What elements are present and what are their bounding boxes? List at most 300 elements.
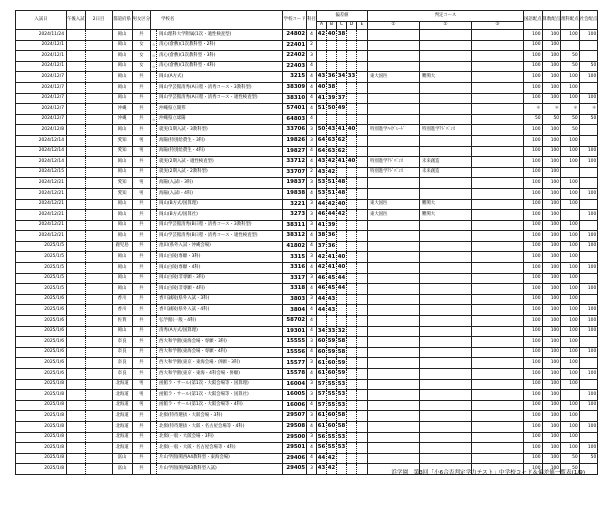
cell-grade-d <box>346 199 356 210</box>
cell-alloc-sansu: 100 <box>542 443 561 454</box>
cell-afternoon <box>67 443 86 454</box>
cell-course-1 <box>367 104 419 115</box>
cell-grade-d <box>346 104 356 115</box>
cell-gender: 共 <box>132 294 151 305</box>
cell-grade-e <box>356 231 367 242</box>
cell-entrance-date: 2025/1/6 <box>16 294 67 305</box>
cell-school-code: 3215 <box>283 72 307 83</box>
cell-prefecture: 岡山 <box>112 326 132 337</box>
cell-subject-count: 3 <box>307 358 317 369</box>
cell-school-code: 29405 <box>283 464 307 475</box>
cell-course-1 <box>367 252 419 263</box>
cell-grade-a: 56 <box>316 443 326 454</box>
cell-school-name: 北嶺(一般・大阪・名古屋会場等・4科) <box>157 443 283 454</box>
cell-course-3 <box>471 432 523 443</box>
cell-entrance-date: 2024/12/7 <box>16 104 67 115</box>
cell-grade-b: 42 <box>326 464 336 475</box>
cell-grade-e <box>356 104 367 115</box>
cell-course-1: 特別進学ﾊｲｸﾞﾚｰﾄﾞ <box>367 125 419 136</box>
cell-grade-d <box>346 30 356 41</box>
cell-alloc-rika: 100 <box>561 294 580 305</box>
cell-course-1 <box>367 294 419 305</box>
cell-grade-c: 58 <box>336 421 346 432</box>
cell-course-3 <box>471 125 523 136</box>
cell-course-2 <box>419 40 471 51</box>
cell-grade-b: 50 <box>326 104 336 115</box>
cell-prefecture: 富山 <box>112 453 132 464</box>
cell-afternoon <box>67 104 86 115</box>
cell-grade-b: 63 <box>326 146 336 157</box>
cell-prefecture: 岡山 <box>112 210 132 221</box>
cell-prefecture: 香川 <box>112 305 132 316</box>
cell-grade-c: 40 <box>336 263 346 274</box>
cell-school-code: 22403 <box>283 61 307 72</box>
cell-school-code: 3803 <box>283 294 307 305</box>
cell-prefecture: 岡山 <box>112 231 132 242</box>
cell-grade-d <box>346 326 356 337</box>
cell-grade-a: 61 <box>316 411 326 422</box>
cell-prefecture: 岡山 <box>112 252 132 263</box>
cell-grade-c: 40 <box>336 252 346 263</box>
cell-entrance-date: 2025/1/8 <box>16 464 67 475</box>
cell-afternoon <box>67 316 86 327</box>
cell-alloc-sansu: 100 <box>542 305 561 316</box>
cell-alloc-shakai: 100 <box>579 421 598 432</box>
cell-course-3 <box>471 114 523 125</box>
cell-second-day <box>85 316 112 327</box>
cell-school-name: 岡山白陵(非専願・4科) <box>157 284 283 295</box>
cell-grade-c: 44 <box>336 284 346 295</box>
cell-grade-b <box>326 61 336 72</box>
cell-prefecture: 愛知 <box>112 135 132 146</box>
cell-gender: 男 <box>132 379 151 390</box>
cell-course-1 <box>367 400 419 411</box>
col-prefecture: 都道府県 <box>112 11 132 30</box>
cell-grade-c: 38 <box>336 30 346 41</box>
cell-grade-b: 45 <box>326 273 336 284</box>
cell-gender: 男 <box>132 178 151 189</box>
table-row <box>16 284 598 295</box>
cell-alloc-shakai <box>579 379 598 390</box>
cell-course-1 <box>367 358 419 369</box>
cell-grade-d <box>346 178 356 189</box>
cell-school-name: 岡山(B方式/国算社) <box>157 210 283 221</box>
cell-school-code: 38312 <box>283 231 307 242</box>
cell-prefecture: 奈良 <box>112 337 132 348</box>
cell-course-2: 難関大 <box>419 72 471 83</box>
cell-alloc-kokugo: ＊ <box>523 104 542 115</box>
cell-school-name: 就実(2期入試・2教科型) <box>157 167 283 178</box>
cell-course-3 <box>471 252 523 263</box>
cell-course-1 <box>367 135 419 146</box>
cell-grade-d <box>346 421 356 432</box>
cell-second-day <box>85 93 112 104</box>
cell-alloc-rika: 100 <box>561 443 580 454</box>
cell-course-3 <box>471 220 523 231</box>
cell-alloc-kokugo: 100 <box>523 273 542 284</box>
cell-prefecture: 北海道 <box>112 390 132 401</box>
cell-grade-d <box>346 400 356 411</box>
cell-school-name: 西大和学園(東京・東海会場・併願・3科) <box>157 358 283 369</box>
cell-grade-e <box>356 284 367 295</box>
cell-course-1 <box>367 82 419 93</box>
cell-grade-a: 44 <box>316 305 326 316</box>
cell-course-3 <box>471 294 523 305</box>
table-row <box>16 188 598 199</box>
cell-grade-c: 34 <box>336 72 346 83</box>
cell-grade-c <box>336 453 346 464</box>
cell-subject-count: 3 <box>307 432 317 443</box>
cell-alloc-shakai <box>579 411 598 422</box>
table-row <box>16 146 598 157</box>
cell-alloc-rika: 50 <box>561 125 580 136</box>
cell-course-3 <box>471 188 523 199</box>
table-row <box>16 400 598 411</box>
cell-second-day <box>85 379 112 390</box>
cell-course-1 <box>367 305 419 316</box>
cell-grade-d <box>346 93 356 104</box>
cell-entrance-date: 2025/1/6 <box>16 316 67 327</box>
cell-grade-b: 59 <box>326 337 336 348</box>
cell-entrance-date: 2025/1/5 <box>16 273 67 284</box>
cell-grade-c <box>336 464 346 475</box>
cell-grade-b: 45 <box>326 284 336 295</box>
cell-course-1 <box>367 453 419 464</box>
cell-grade-b <box>326 316 336 327</box>
cell-alloc-rika: ＊ <box>561 104 580 115</box>
cell-grade-a: 60 <box>316 337 326 348</box>
cell-afternoon <box>67 146 86 157</box>
cell-grade-e <box>356 464 367 475</box>
cell-grade-a: 61 <box>316 358 326 369</box>
cell-afternoon <box>67 210 86 221</box>
cell-subject-count: 4 <box>307 241 317 252</box>
cell-alloc-rika: 100 <box>561 72 580 83</box>
cell-grade-b: 63 <box>326 135 336 146</box>
cell-alloc-rika <box>561 390 580 401</box>
cell-grade-e <box>356 114 367 125</box>
cell-entrance-date: 2025/1/6 <box>16 326 67 337</box>
cell-prefecture: 鹿児島 <box>112 241 132 252</box>
cell-course-3 <box>471 241 523 252</box>
cell-alloc-sansu: 100 <box>542 210 561 221</box>
school-code-table-sheet <box>15 10 598 475</box>
cell-gender: 共 <box>132 347 151 358</box>
cell-course-1: 特別進学ｱﾄﾞﾊﾞﾝｽ <box>367 157 419 168</box>
cell-subject-count: 3 <box>307 390 317 401</box>
cell-gender: 共 <box>132 326 151 337</box>
cell-school-code: 15556 <box>283 347 307 358</box>
col-course-3: ③ <box>471 22 523 30</box>
cell-school-code: 22402 <box>283 51 307 62</box>
cell-alloc-sansu: 100 <box>542 125 561 136</box>
cell-course-2 <box>419 379 471 390</box>
cell-subject-count: 4 <box>307 316 317 327</box>
cell-school-code: 19838 <box>283 188 307 199</box>
cell-second-day <box>85 40 112 51</box>
cell-school-name: 函館ラ・サール(第1次・大阪会場等・4科) <box>157 400 283 411</box>
cell-subject-count: 3 <box>307 273 317 284</box>
cell-grade-e <box>356 157 367 168</box>
cell-afternoon <box>67 379 86 390</box>
cell-alloc-shakai <box>579 432 598 443</box>
cell-prefecture: 岡山 <box>112 263 132 274</box>
cell-grade-e <box>356 178 367 189</box>
cell-subject-count: 4 <box>307 231 317 242</box>
cell-second-day <box>85 443 112 454</box>
cell-grade-b: 41 <box>326 263 336 274</box>
cell-alloc-rika: 100 <box>561 241 580 252</box>
cell-prefecture: 沖縄 <box>112 114 132 125</box>
table-row <box>16 337 598 348</box>
cell-course-1 <box>367 93 419 104</box>
cell-school-code: 29406 <box>283 453 307 464</box>
cell-course-3 <box>471 453 523 464</box>
cell-afternoon <box>67 273 86 284</box>
cell-grade-b <box>326 40 336 51</box>
cell-second-day <box>85 114 112 125</box>
cell-grade-c: 62 <box>336 146 346 157</box>
cell-grade-b: 60 <box>326 369 336 380</box>
cell-course-1 <box>367 337 419 348</box>
cell-grade-e <box>356 316 367 327</box>
col-judgement-course: 判定コース <box>367 11 523 22</box>
cell-alloc-rika: 100 <box>561 135 580 146</box>
cell-gender: 男 <box>132 146 151 157</box>
cell-alloc-sansu: 100 <box>542 284 561 295</box>
cell-alloc-kokugo: 100 <box>523 390 542 401</box>
cell-gender: 共 <box>132 316 151 327</box>
cell-school-name: 海陽(入試Ⅰ・3科) <box>157 178 283 189</box>
cell-subject-count: 3 <box>307 125 317 136</box>
cell-course-1 <box>367 432 419 443</box>
cell-entrance-date: 2025/1/6 <box>16 358 67 369</box>
cell-course-2 <box>419 252 471 263</box>
cell-school-code: 3221 <box>283 199 307 210</box>
cell-grade-a <box>316 40 326 51</box>
cell-subject-count: 3 <box>307 135 317 146</box>
cell-entrance-date: 2025/1/8 <box>16 400 67 411</box>
cell-alloc-shakai <box>579 135 598 146</box>
cell-grade-e <box>356 252 367 263</box>
cell-course-2 <box>419 411 471 422</box>
cell-course-2 <box>419 241 471 252</box>
cell-course-2 <box>419 82 471 93</box>
cell-grade-b: 36 <box>326 72 336 83</box>
cell-prefecture: 佐賀 <box>112 316 132 327</box>
cell-school-code: 38311 <box>283 220 307 231</box>
cell-course-1 <box>367 379 419 390</box>
cell-grade-d <box>346 453 356 464</box>
col-entrance-date: 入試日 <box>16 11 67 30</box>
cell-school-name: 片山学園(関西B3教科型入試) <box>157 464 283 475</box>
cell-grade-e <box>356 263 367 274</box>
cell-alloc-kokugo: 100 <box>523 263 542 274</box>
cell-school-name: 西大和学園(東京・東海・4科会場・併願) <box>157 369 283 380</box>
cell-alloc-shakai: 100 <box>579 326 598 337</box>
cell-gender: 共 <box>132 284 151 295</box>
col-grade-c: C <box>336 22 346 30</box>
cell-course-2: 未来創造 <box>419 157 471 168</box>
cell-entrance-date: 2024/12/15 <box>16 167 67 178</box>
cell-grade-a: 37 <box>316 241 326 252</box>
cell-afternoon <box>67 231 86 242</box>
cell-grade-c <box>336 51 346 62</box>
cell-course-2 <box>419 443 471 454</box>
table-row <box>16 379 598 390</box>
cell-course-3 <box>471 284 523 295</box>
cell-alloc-rika: 50 <box>561 464 580 475</box>
cell-alloc-shakai <box>579 178 598 189</box>
cell-afternoon <box>67 125 86 136</box>
cell-grade-b <box>326 51 336 62</box>
cell-course-1 <box>367 273 419 284</box>
cell-grade-d <box>346 167 356 178</box>
cell-alloc-sansu: 100 <box>542 379 561 390</box>
cell-gender: 共 <box>132 273 151 284</box>
table-row <box>16 178 598 189</box>
cell-school-name: 岡山(B方式/国算理) <box>157 199 283 210</box>
cell-alloc-sansu: 100 <box>542 241 561 252</box>
cell-alloc-shakai <box>579 199 598 210</box>
cell-alloc-kokugo: 100 <box>523 453 542 464</box>
cell-grade-d <box>346 369 356 380</box>
cell-entrance-date: 2025/1/5 <box>16 241 67 252</box>
cell-second-day <box>85 464 112 475</box>
col-school-code: 学校コード <box>283 11 307 30</box>
cell-alloc-kokugo: 100 <box>523 231 542 242</box>
cell-alloc-kokugo: 100 <box>523 220 542 231</box>
cell-grade-a: 57 <box>316 400 326 411</box>
cell-grade-b: 38 <box>326 82 336 93</box>
cell-alloc-sansu: 100 <box>542 453 561 464</box>
cell-alloc-rika: 100 <box>561 326 580 337</box>
table-row <box>16 294 598 305</box>
cell-course-1 <box>367 30 419 41</box>
cell-grade-a: 64 <box>316 146 326 157</box>
cell-grade-c <box>336 220 346 231</box>
cell-alloc-sansu: 100 <box>542 400 561 411</box>
cell-grade-c <box>336 40 346 51</box>
cell-grade-e <box>356 400 367 411</box>
col-subject-count: 科目 <box>307 11 317 30</box>
cell-alloc-shakai: 100 <box>579 263 598 274</box>
cell-grade-c: 37 <box>336 93 346 104</box>
cell-grade-e <box>356 93 367 104</box>
cell-afternoon <box>67 326 86 337</box>
table-row <box>16 104 598 115</box>
cell-grade-b: 43 <box>326 125 336 136</box>
cell-school-code: 38310 <box>283 93 307 104</box>
cell-gender: 共 <box>132 82 151 93</box>
cell-school-code: 58702 <box>283 316 307 327</box>
cell-alloc-rika: 100 <box>561 252 580 263</box>
cell-school-code: 33706 <box>283 125 307 136</box>
cell-alloc-sansu: 50 <box>542 114 561 125</box>
cell-prefecture: 奈良 <box>112 347 132 358</box>
cell-grade-b: 36 <box>326 231 336 242</box>
cell-grade-e <box>356 82 367 93</box>
cell-alloc-sansu: 100 <box>542 231 561 242</box>
cell-subject-count: 4 <box>307 305 317 316</box>
cell-course-1 <box>367 369 419 380</box>
cell-alloc-rika: 100 <box>561 273 580 284</box>
cell-course-3 <box>471 51 523 62</box>
cell-course-3 <box>471 443 523 454</box>
cell-alloc-rika <box>561 40 580 51</box>
cell-course-2 <box>419 305 471 316</box>
cell-grade-a: 57 <box>316 390 326 401</box>
cell-subject-count: 3 <box>307 294 317 305</box>
cell-alloc-sansu: 100 <box>542 421 561 432</box>
cell-school-code: 41802 <box>283 241 307 252</box>
cell-school-code: 19826 <box>283 135 307 146</box>
cell-alloc-kokugo: 100 <box>523 167 542 178</box>
cell-course-3 <box>471 347 523 358</box>
cell-course-3 <box>471 82 523 93</box>
col-alloc-rika: 理科配点 <box>561 11 580 30</box>
table-row <box>16 210 598 221</box>
cell-grade-e <box>356 30 367 41</box>
cell-grade-d: 40 <box>346 157 356 168</box>
cell-alloc-shakai: 100 <box>579 231 598 242</box>
cell-school-name: 海陽(特別給費生・3科) <box>157 135 283 146</box>
cell-entrance-date: 2024/12/21 <box>16 188 67 199</box>
col-grade-e: E <box>356 22 367 30</box>
cell-course-3 <box>471 135 523 146</box>
cell-gender: 共 <box>132 453 151 464</box>
school-code-table <box>15 10 598 475</box>
cell-mark: ☆ <box>151 40 157 51</box>
cell-course-2 <box>419 358 471 369</box>
col-afternoon: 午後入試 <box>67 11 86 30</box>
cell-second-day <box>85 146 112 157</box>
cell-alloc-sansu: 100 <box>542 337 561 348</box>
cell-gender: 共 <box>132 72 151 83</box>
cell-course-2 <box>419 231 471 242</box>
cell-alloc-shakai: 100 <box>579 188 598 199</box>
cell-grade-a: 51 <box>316 104 326 115</box>
cell-afternoon <box>67 390 86 401</box>
cell-school-code: 24802 <box>283 30 307 41</box>
cell-grade-e <box>356 432 367 443</box>
cell-second-day <box>85 411 112 422</box>
cell-grade-d <box>346 390 356 401</box>
cell-alloc-sansu: 100 <box>542 61 561 72</box>
cell-grade-b <box>326 114 336 125</box>
cell-alloc-rika <box>561 210 580 221</box>
cell-grade-d <box>346 61 356 72</box>
cell-afternoon <box>67 421 86 432</box>
cell-subject-count: 3 <box>307 464 317 475</box>
cell-prefecture: 北海道 <box>112 432 132 443</box>
cell-school-name: 就実(2期入試・適性検査型) <box>157 157 283 168</box>
cell-grade-c: 62 <box>336 135 346 146</box>
cell-second-day <box>85 210 112 221</box>
cell-course-1 <box>367 220 419 231</box>
cell-school-name: 岡山学芸館清秀(A日程・清秀コース・適性検査型) <box>157 93 283 104</box>
cell-entrance-date: 2025/1/8 <box>16 453 67 464</box>
cell-prefecture: 奈良 <box>112 369 132 380</box>
cell-alloc-rika: 50 <box>561 51 580 62</box>
cell-alloc-kokugo: 100 <box>523 305 542 316</box>
cell-entrance-date: 2025/1/5 <box>16 284 67 295</box>
cell-grade-b: 42 <box>326 167 336 178</box>
table-row <box>16 369 598 380</box>
cell-school-code: 19827 <box>283 146 307 157</box>
cell-gender: 共 <box>132 93 151 104</box>
cell-grade-c: 49 <box>336 104 346 115</box>
